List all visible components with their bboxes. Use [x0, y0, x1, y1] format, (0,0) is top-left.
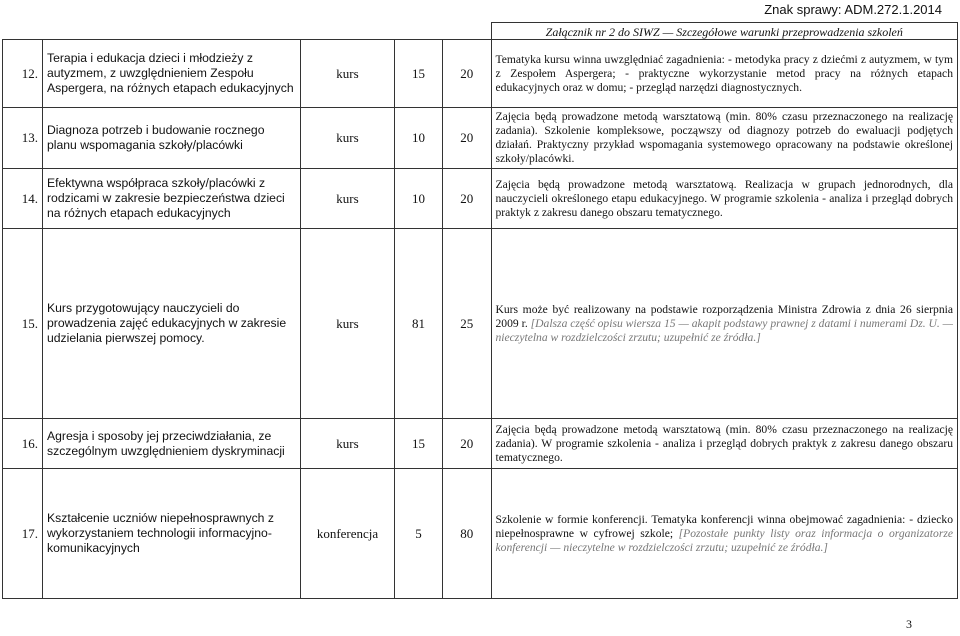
training-hours: 20 — [443, 419, 492, 469]
training-form: kurs — [301, 229, 395, 419]
spec-legal-basis: Kurs może być realizowany na podstawie rozporządzenia Ministra Zdrowia z dnia 26 sierpnia 2009 r. — [495, 302, 953, 330]
row-number: 12. — [3, 40, 43, 108]
training-topic: Kształcenie uczniów niepełnosprawnych z wykorzystaniem technologii informacyjno-komunikacyjnych — [43, 469, 301, 599]
spec-intro: Szkolenie w formie konferencji. Tematyka konferencji winna obejmować zagadnienia: - dziecko niepełnosprawne w cyfrowej szkole; — [495, 512, 953, 540]
participant-count: 15 — [395, 40, 443, 108]
training-spec — [491, 229, 958, 419]
training-hours: 25 — [443, 229, 492, 419]
training-spec: Zajęcia będą prowadzone metodą warsztatową (min. 80% czasu przeznaczonego na realizację zadania). Szkolenie kompleksowe, począwszy od diagnozy potrzeb do ewaluacji podjętych działań. Praktyczny przykład wspomagania systemowego opracowany na podstawie określonej szkoły/placówki. — [491, 108, 958, 169]
spec-unreadable-gap: [Dalsza część opisu wiersza 15 — akapit podstawy prawnej z datami i numerami Dz. U. — nieczytelna w rozdzielczości zrzutu; uzupełnić ze źródła.] — [495, 316, 953, 344]
training-spec: Zajęcia będą prowadzone metodą warsztatową. Realizacja w grupach jednorodnych, dla nauczycieli określonego etapu edukacyjnego. W programie szkolenia - analiza i przegląd dobrych praktyk z zakresu danego obszaru tematycznego. — [491, 169, 958, 229]
training-form: kurs — [301, 419, 395, 469]
row-number: 16. — [3, 419, 43, 469]
annex-header-row — [3, 23, 958, 40]
training-topic: Diagnoza potrzeb i budowanie rocznego planu wspomagania szkoły/placówki — [43, 108, 301, 169]
table-row — [3, 169, 958, 229]
row-number: 13. — [3, 108, 43, 169]
participant-count: 81 — [395, 229, 443, 419]
table-row — [3, 469, 958, 599]
table-row — [3, 108, 958, 169]
table-row — [3, 229, 958, 419]
training-hours: 20 — [443, 40, 492, 108]
training-topic: Terapia i edukacja dzieci i młodzieży z autyzmem, z uwzględnieniem Zespołu Aspergera, na różnych etapach edukacyjnych — [43, 40, 301, 108]
training-spec: Zajęcia będą prowadzone metodą warsztatową (min. 80% czasu przeznaczonego na realizację zadania). W programie szkolenia - analiza i przegląd dobrych praktyk z zakresu danego obszaru tematycznego. — [491, 419, 958, 469]
training-form: kurs — [301, 40, 395, 108]
page-number: 3 — [906, 617, 912, 631]
spec-unreadable-gap: [Pozostałe punkty listy oraz informacja o organizatorze konferencji — nieczytelne w rozdzielczości zrzutu; uzupełnić ze źródła.] — [495, 526, 953, 554]
case-reference: Znak sprawy: ADM.272.1.2014 — [764, 2, 942, 17]
annex-header: Załącznik nr 2 do SIWZ — Szczegółowe warunki przeprowadzenia szkoleń — [491, 23, 958, 40]
training-topic: Agresja i sposoby jej przeciwdziałania, ze szczególnym uwzględnieniem dyskryminacji — [43, 419, 301, 469]
participant-count: 5 — [395, 469, 443, 599]
training-spec: Tematyka kursu winna uwzględniać zagadnienia: - metodyka pracy z dziećmi z autyzmem, w tym z Zespołem Aspergera; - praktyczne wykorzystanie metod pracy na różnych etapach edukacyjnych oraz w domu; - przegląd narzędzi diagnostycznych. — [491, 40, 958, 108]
table-row — [3, 40, 958, 108]
row-number: 14. — [3, 169, 43, 229]
table-row — [3, 419, 958, 469]
training-form: kurs — [301, 169, 395, 229]
training-form: kurs — [301, 108, 395, 169]
training-form: konferencja — [301, 469, 395, 599]
training-spec — [491, 469, 958, 599]
row-number: 15. — [3, 229, 43, 419]
training-table — [2, 22, 958, 599]
training-hours: 80 — [443, 469, 492, 599]
training-topic: Efektywna współpraca szkoły/placówki z rodzicami w zakresie bezpieczeństwa dzieci na różnych etapach edukacyjnych — [43, 169, 301, 229]
participant-count: 15 — [395, 419, 443, 469]
participant-count: 10 — [395, 108, 443, 169]
training-hours: 20 — [443, 169, 492, 229]
training-hours: 20 — [443, 108, 492, 169]
row-number: 17. — [3, 469, 43, 599]
training-topic: Kurs przygotowujący nauczycieli do prowadzenia zajęć edukacyjnych w zakresie udzielania pierwszej pomocy. — [43, 229, 301, 419]
participant-count: 10 — [395, 169, 443, 229]
